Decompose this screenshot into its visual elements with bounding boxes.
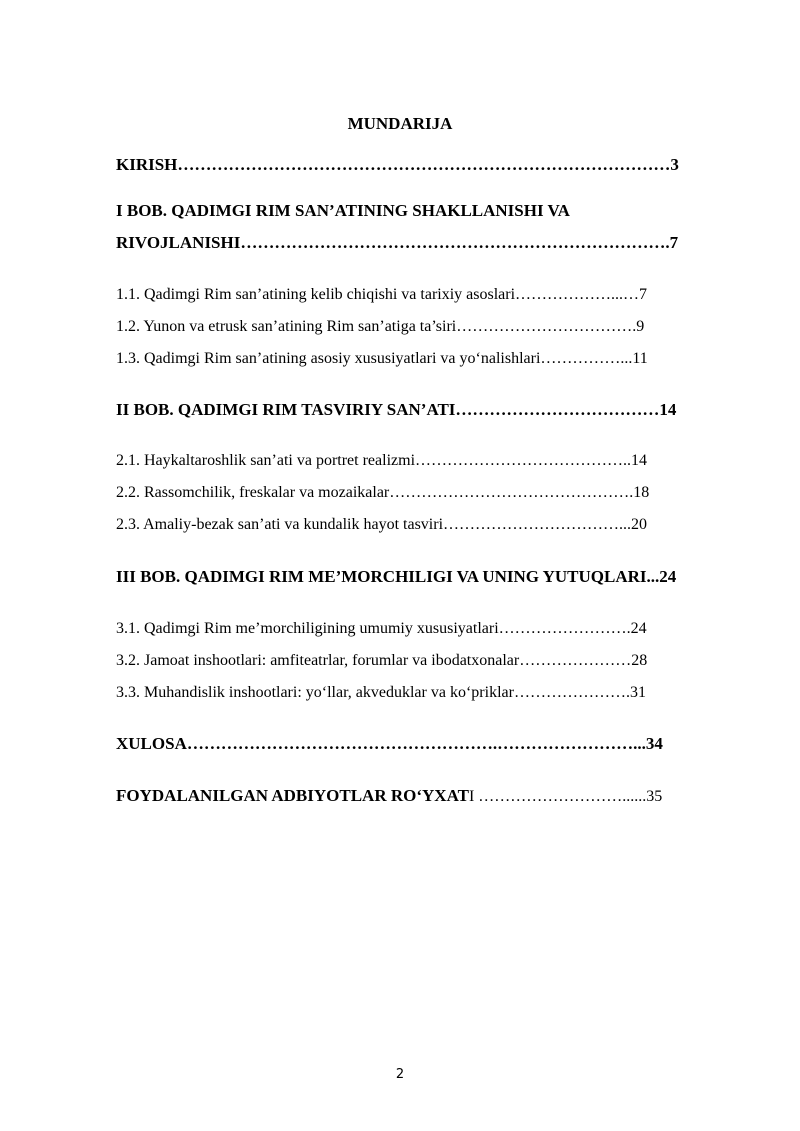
toc-entry-chapter1-line1: I BOB. QADIMGI RIM SAN’ATINING SHAKLLANISHI VA bbox=[116, 201, 570, 220]
toc-entry-chapter1-line2: RIVOJLANISHI………………………………………………………………….7 bbox=[116, 233, 679, 252]
page-number: 2 bbox=[395, 1067, 405, 1082]
toc-entry-section-1-1: 1.1. Qadimgi Rim san’atining kelib chiqishi va tarixiy asoslari………………...…7 bbox=[116, 286, 648, 303]
toc-entry-bibliography-label: FOYDALANILGAN ADBIYOTLAR RO‘YXAT bbox=[116, 786, 469, 805]
toc-entry-chapter3: III BOB. QADIMGI RIM ME’MORCHILIGI VA UNING YUTUQLARI...24 bbox=[116, 567, 677, 586]
toc-entry-section-2-1: 2.1. Haykaltaroshlik san’ati va portret realizmi…………………………………..14 bbox=[116, 452, 648, 469]
toc-entry-section-2-3: 2.3. Amaliy-bezak san’ati va kundalik hayot tasviri……………………………...20 bbox=[116, 516, 648, 533]
toc-entry-chapter2: II BOB. QADIMGI RIM TASVIRIY SAN’ATI………………………………14 bbox=[116, 400, 677, 419]
toc-entry-section-3-2: 3.2. Jamoat inshootlari: amfiteatrlar, forumlar va ibodatxonalar…………………28 bbox=[116, 652, 648, 669]
toc-entry-section-1-2: 1.2. Yunon va etrusk san’atining Rim san’atiga ta’siri…………………………….9 bbox=[116, 318, 645, 335]
toc-entry-bibliography-leader: I ………………………......35 bbox=[468, 788, 663, 805]
toc-entry-section-1-3: 1.3. Qadimgi Rim san’atining asosiy xususiyatlari va yo‘nalishlari……………...11 bbox=[116, 350, 648, 367]
toc-entry-bibliography bbox=[116, 786, 740, 807]
toc-title: MUNDARIJA bbox=[347, 114, 453, 133]
toc-entry-section-3-3: 3.3. Muhandislik inshootlari: yo‘llar, akveduklar va ko‘priklar………………….31 bbox=[116, 684, 646, 701]
toc-entry-section-2-2: 2.2. Rassomchilik, freskalar va mozaikalar……………………………………….18 bbox=[116, 484, 650, 501]
toc-entry-kirish: KIRISH……………………………………………………………………………3 bbox=[116, 155, 679, 174]
toc-entry-section-3-1: 3.1. Qadimgi Rim me’morchiligining umumiy xususiyatlari…………………….24 bbox=[116, 620, 647, 637]
toc-entry-xulosa: XULOSA……………………………………………….……………………...34 bbox=[116, 734, 663, 753]
